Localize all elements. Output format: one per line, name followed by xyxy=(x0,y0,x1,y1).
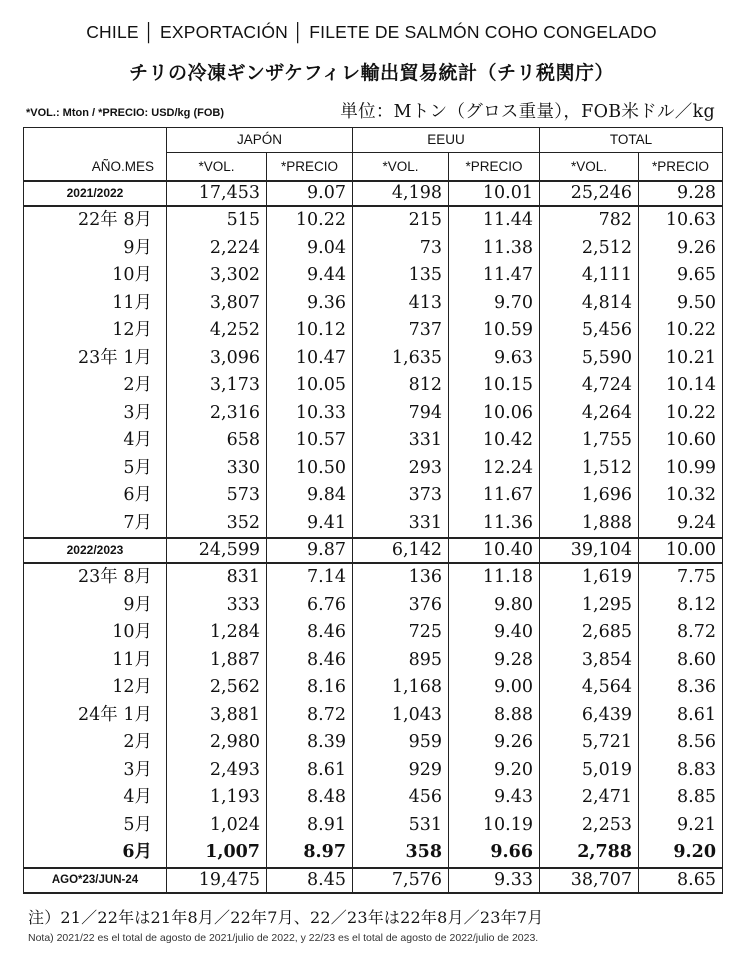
cell-total-precio: 7.75 xyxy=(639,563,723,592)
cell-japon-precio: 10.50 xyxy=(267,455,353,483)
cell-period: 2021/2022 xyxy=(24,181,167,206)
cell-japon-precio: 9.84 xyxy=(267,482,353,510)
cell-period: 22年 8月 xyxy=(24,206,167,235)
cell-japon-precio: 10.33 xyxy=(267,400,353,428)
cell-total-vol: 1,512 xyxy=(540,455,639,483)
cell-japon-vol: 19,475 xyxy=(167,868,267,893)
cell-total-vol: 4,564 xyxy=(540,674,639,702)
cell-total-precio: 8.56 xyxy=(639,729,723,757)
cell-eeuu-vol: 293 xyxy=(353,455,449,483)
header-total-vol: *VOL. xyxy=(540,153,639,182)
cell-eeuu-vol: 1,043 xyxy=(353,702,449,730)
cell-eeuu-vol: 929 xyxy=(353,757,449,785)
cell-total-precio: 10.21 xyxy=(639,345,723,373)
cell-japon-vol: 1,284 xyxy=(167,619,267,647)
table-total-row xyxy=(24,868,723,893)
cell-total-precio: 8.83 xyxy=(639,757,723,785)
cell-eeuu-precio: 11.44 xyxy=(449,206,540,235)
cell-eeuu-vol: 136 xyxy=(353,563,449,592)
table-row xyxy=(24,455,723,483)
cell-japon-vol: 3,881 xyxy=(167,702,267,730)
cell-eeuu-precio: 9.26 xyxy=(449,729,540,757)
cell-total-vol: 25,246 xyxy=(540,181,639,206)
cell-japon-vol: 24,599 xyxy=(167,538,267,563)
header-japon-vol: *VOL. xyxy=(167,153,267,182)
header-column-row xyxy=(24,153,723,182)
cell-japon-vol: 3,173 xyxy=(167,372,267,400)
cell-japon-precio: 10.12 xyxy=(267,317,353,345)
cell-period: 3月 xyxy=(24,400,167,428)
cell-eeuu-vol: 725 xyxy=(353,619,449,647)
table-row xyxy=(24,317,723,345)
cell-total-precio: 10.22 xyxy=(639,400,723,428)
cell-eeuu-precio: 10.59 xyxy=(449,317,540,345)
cell-total-vol: 1,755 xyxy=(540,427,639,455)
cell-japon-vol: 1,887 xyxy=(167,647,267,675)
cell-period: 2022/2023 xyxy=(24,538,167,563)
cell-total-precio: 9.21 xyxy=(639,812,723,840)
cell-japon-vol: 2,224 xyxy=(167,235,267,263)
cell-period: 10月 xyxy=(24,262,167,290)
export-statistics-table xyxy=(23,127,723,894)
table-row xyxy=(24,262,723,290)
cell-japon-precio: 8.39 xyxy=(267,729,353,757)
cell-total-precio: 8.12 xyxy=(639,592,723,620)
table-row xyxy=(24,647,723,675)
cell-total-precio: 9.28 xyxy=(639,181,723,206)
cell-total-vol: 1,696 xyxy=(540,482,639,510)
cell-japon-precio: 9.04 xyxy=(267,235,353,263)
cell-eeuu-vol: 135 xyxy=(353,262,449,290)
table-row xyxy=(24,812,723,840)
page-title-jp: チリの冷凍ギンザケフィレ輸出貿易統計（チリ税関庁） xyxy=(128,63,615,84)
table-row xyxy=(24,757,723,785)
cell-eeuu-precio: 10.01 xyxy=(449,181,540,206)
cell-total-precio: 8.60 xyxy=(639,647,723,675)
cell-total-vol: 2,788 xyxy=(540,839,639,868)
cell-japon-precio: 8.16 xyxy=(267,674,353,702)
cell-period: 2月 xyxy=(24,729,167,757)
cell-period: 11月 xyxy=(24,290,167,318)
cell-eeuu-precio: 9.20 xyxy=(449,757,540,785)
header-eeuu-vol: *VOL. xyxy=(353,153,449,182)
cell-total-vol: 5,590 xyxy=(540,345,639,373)
header-blank xyxy=(24,128,167,153)
cell-japon-precio: 6.76 xyxy=(267,592,353,620)
header-group-row xyxy=(24,128,723,153)
cell-japon-vol: 3,096 xyxy=(167,345,267,373)
cell-eeuu-vol: 1,168 xyxy=(353,674,449,702)
header-eeuu: EEUU xyxy=(353,128,540,153)
cell-total-vol: 5,721 xyxy=(540,729,639,757)
cell-period: 9月 xyxy=(24,592,167,620)
cell-eeuu-vol: 737 xyxy=(353,317,449,345)
cell-total-vol: 4,111 xyxy=(540,262,639,290)
cell-eeuu-precio: 11.18 xyxy=(449,563,540,592)
cell-total-vol: 2,471 xyxy=(540,784,639,812)
cell-japon-vol: 515 xyxy=(167,206,267,235)
cell-eeuu-precio: 12.24 xyxy=(449,455,540,483)
cell-total-vol: 4,814 xyxy=(540,290,639,318)
cell-eeuu-precio: 11.36 xyxy=(449,510,540,539)
cell-eeuu-vol: 812 xyxy=(353,372,449,400)
cell-total-vol: 2,253 xyxy=(540,812,639,840)
cell-eeuu-precio: 10.19 xyxy=(449,812,540,840)
table-row xyxy=(24,235,723,263)
cell-eeuu-precio: 9.70 xyxy=(449,290,540,318)
cell-japon-vol: 352 xyxy=(167,510,267,539)
cell-period: 9月 xyxy=(24,235,167,263)
table-row xyxy=(24,345,723,373)
cell-eeuu-precio: 11.38 xyxy=(449,235,540,263)
cell-total-vol: 6,439 xyxy=(540,702,639,730)
cell-eeuu-vol: 531 xyxy=(353,812,449,840)
cell-eeuu-vol: 331 xyxy=(353,427,449,455)
cell-eeuu-precio: 11.47 xyxy=(449,262,540,290)
cell-eeuu-precio: 9.40 xyxy=(449,619,540,647)
table-total-row xyxy=(24,538,723,563)
cell-total-precio: 10.60 xyxy=(639,427,723,455)
cell-japon-precio: 8.72 xyxy=(267,702,353,730)
cell-japon-vol: 1,193 xyxy=(167,784,267,812)
cell-japon-vol: 2,562 xyxy=(167,674,267,702)
cell-total-vol: 3,854 xyxy=(540,647,639,675)
cell-total-precio: 9.20 xyxy=(639,839,723,868)
cell-eeuu-vol: 456 xyxy=(353,784,449,812)
cell-total-precio: 10.99 xyxy=(639,455,723,483)
units-label-jp: 単位：Mトン（グロス重量），FOB米ドル／kg xyxy=(340,102,715,122)
cell-japon-precio: 8.61 xyxy=(267,757,353,785)
cell-period: 10月 xyxy=(24,619,167,647)
cell-total-precio: 8.61 xyxy=(639,702,723,730)
cell-total-precio: 10.14 xyxy=(639,372,723,400)
page-title-es: CHILE │ EXPORTACIÓN │ FILETE DE SALMÓN COHO CONGELADO xyxy=(86,22,657,42)
cell-eeuu-precio: 9.80 xyxy=(449,592,540,620)
cell-eeuu-vol: 1,635 xyxy=(353,345,449,373)
table-row xyxy=(24,729,723,757)
cell-japon-vol: 831 xyxy=(167,563,267,592)
cell-total-vol: 39,104 xyxy=(540,538,639,563)
cell-total-vol: 4,724 xyxy=(540,372,639,400)
cell-japon-precio: 8.46 xyxy=(267,619,353,647)
cell-japon-precio: 10.05 xyxy=(267,372,353,400)
cell-japon-precio: 8.45 xyxy=(267,868,353,893)
footnote-es: Nota) 2021/22 es el total de agosto de 2021/julio de 2022, y 22/23 es el total de agosto de 2022/julio de 2023. xyxy=(28,932,539,944)
cell-eeuu-precio: 10.15 xyxy=(449,372,540,400)
header-total: TOTAL xyxy=(540,128,723,153)
cell-period: 6月 xyxy=(24,839,167,868)
table-body xyxy=(24,181,723,893)
cell-eeuu-vol: 215 xyxy=(353,206,449,235)
cell-japon-precio: 9.87 xyxy=(267,538,353,563)
cell-japon-precio: 9.44 xyxy=(267,262,353,290)
cell-total-precio: 10.63 xyxy=(639,206,723,235)
cell-eeuu-precio: 9.00 xyxy=(449,674,540,702)
cell-japon-vol: 1,007 xyxy=(167,839,267,868)
cell-eeuu-precio: 10.40 xyxy=(449,538,540,563)
table-row xyxy=(24,839,723,868)
cell-japon-vol: 573 xyxy=(167,482,267,510)
cell-japon-precio: 10.57 xyxy=(267,427,353,455)
cell-eeuu-precio: 10.42 xyxy=(449,427,540,455)
cell-total-vol: 2,512 xyxy=(540,235,639,263)
cell-eeuu-vol: 331 xyxy=(353,510,449,539)
cell-eeuu-vol: 7,576 xyxy=(353,868,449,893)
cell-period: 12月 xyxy=(24,317,167,345)
cell-period: AGO*23/JUN-24 xyxy=(24,868,167,893)
cell-period: 4月 xyxy=(24,784,167,812)
cell-japon-vol: 2,316 xyxy=(167,400,267,428)
cell-japon-precio: 9.36 xyxy=(267,290,353,318)
cell-japon-precio: 10.22 xyxy=(267,206,353,235)
table-row xyxy=(24,592,723,620)
cell-period: 7月 xyxy=(24,510,167,539)
cell-eeuu-vol: 413 xyxy=(353,290,449,318)
cell-total-precio: 9.24 xyxy=(639,510,723,539)
table-total-row xyxy=(24,181,723,206)
cell-eeuu-precio: 8.88 xyxy=(449,702,540,730)
cell-japon-vol: 2,493 xyxy=(167,757,267,785)
table-row xyxy=(24,702,723,730)
cell-period: 3月 xyxy=(24,757,167,785)
cell-japon-precio: 7.14 xyxy=(267,563,353,592)
table-row xyxy=(24,290,723,318)
cell-period: 5月 xyxy=(24,455,167,483)
cell-eeuu-precio: 10.06 xyxy=(449,400,540,428)
cell-eeuu-precio: 9.63 xyxy=(449,345,540,373)
table-row xyxy=(24,482,723,510)
cell-japon-vol: 2,980 xyxy=(167,729,267,757)
cell-period: 6月 xyxy=(24,482,167,510)
cell-japon-precio: 8.91 xyxy=(267,812,353,840)
cell-eeuu-vol: 959 xyxy=(353,729,449,757)
cell-japon-precio: 10.47 xyxy=(267,345,353,373)
cell-eeuu-vol: 895 xyxy=(353,647,449,675)
cell-eeuu-vol: 373 xyxy=(353,482,449,510)
header-japon: JAPÓN xyxy=(167,128,353,153)
header-total-precio: *PRECIO xyxy=(639,153,723,182)
table-row xyxy=(24,563,723,592)
cell-japon-vol: 658 xyxy=(167,427,267,455)
cell-total-precio: 8.72 xyxy=(639,619,723,647)
cell-japon-precio: 9.41 xyxy=(267,510,353,539)
cell-japon-vol: 333 xyxy=(167,592,267,620)
table-row xyxy=(24,427,723,455)
cell-eeuu-precio: 9.66 xyxy=(449,839,540,868)
cell-total-precio: 9.26 xyxy=(639,235,723,263)
table-row xyxy=(24,619,723,647)
cell-period: 5月 xyxy=(24,812,167,840)
cell-period: 11月 xyxy=(24,647,167,675)
cell-eeuu-vol: 794 xyxy=(353,400,449,428)
cell-japon-vol: 3,302 xyxy=(167,262,267,290)
table-row xyxy=(24,510,723,539)
cell-eeuu-precio: 9.33 xyxy=(449,868,540,893)
cell-japon-vol: 17,453 xyxy=(167,181,267,206)
cell-eeuu-vol: 358 xyxy=(353,839,449,868)
cell-total-vol: 1,295 xyxy=(540,592,639,620)
table-row xyxy=(24,674,723,702)
cell-eeuu-vol: 6,142 xyxy=(353,538,449,563)
cell-japon-vol: 3,807 xyxy=(167,290,267,318)
table-row xyxy=(24,400,723,428)
cell-total-precio: 8.85 xyxy=(639,784,723,812)
cell-total-precio: 9.65 xyxy=(639,262,723,290)
cell-total-precio: 8.65 xyxy=(639,868,723,893)
cell-total-vol: 1,888 xyxy=(540,510,639,539)
cell-japon-precio: 8.97 xyxy=(267,839,353,868)
cell-total-precio: 10.00 xyxy=(639,538,723,563)
cell-japon-precio: 8.46 xyxy=(267,647,353,675)
cell-period: 23年 8月 xyxy=(24,563,167,592)
header-eeuu-precio: *PRECIO xyxy=(449,153,540,182)
cell-japon-vol: 1,024 xyxy=(167,812,267,840)
cell-total-precio: 9.50 xyxy=(639,290,723,318)
cell-total-vol: 5,456 xyxy=(540,317,639,345)
cell-eeuu-vol: 4,198 xyxy=(353,181,449,206)
cell-period: 4月 xyxy=(24,427,167,455)
cell-total-precio: 10.22 xyxy=(639,317,723,345)
cell-total-precio: 10.32 xyxy=(639,482,723,510)
cell-total-precio: 8.36 xyxy=(639,674,723,702)
cell-total-vol: 1,619 xyxy=(540,563,639,592)
cell-japon-vol: 4,252 xyxy=(167,317,267,345)
cell-eeuu-precio: 9.43 xyxy=(449,784,540,812)
cell-japon-precio: 9.07 xyxy=(267,181,353,206)
header-japon-precio: *PRECIO xyxy=(267,153,353,182)
table-row xyxy=(24,784,723,812)
cell-period: 24年 1月 xyxy=(24,702,167,730)
footnote-jp: 注）21／22年は21年8月／22年7月、22／23年は22年8月／23年7月 xyxy=(28,908,544,927)
cell-total-vol: 5,019 xyxy=(540,757,639,785)
cell-total-vol: 38,707 xyxy=(540,868,639,893)
cell-total-vol: 4,264 xyxy=(540,400,639,428)
cell-period: 12月 xyxy=(24,674,167,702)
cell-eeuu-precio: 9.28 xyxy=(449,647,540,675)
cell-japon-vol: 330 xyxy=(167,455,267,483)
table-row xyxy=(24,372,723,400)
cell-total-vol: 782 xyxy=(540,206,639,235)
cell-period: 2月 xyxy=(24,372,167,400)
cell-eeuu-vol: 376 xyxy=(353,592,449,620)
cell-japon-precio: 8.48 xyxy=(267,784,353,812)
cell-eeuu-precio: 11.67 xyxy=(449,482,540,510)
units-label-es: *VOL.: Mton / *PRECIO: USD/kg (FOB) xyxy=(26,107,224,119)
header-row-label: AÑO.MES xyxy=(24,153,167,182)
cell-eeuu-vol: 73 xyxy=(353,235,449,263)
table-row xyxy=(24,206,723,235)
cell-total-vol: 2,685 xyxy=(540,619,639,647)
cell-period: 23年 1月 xyxy=(24,345,167,373)
